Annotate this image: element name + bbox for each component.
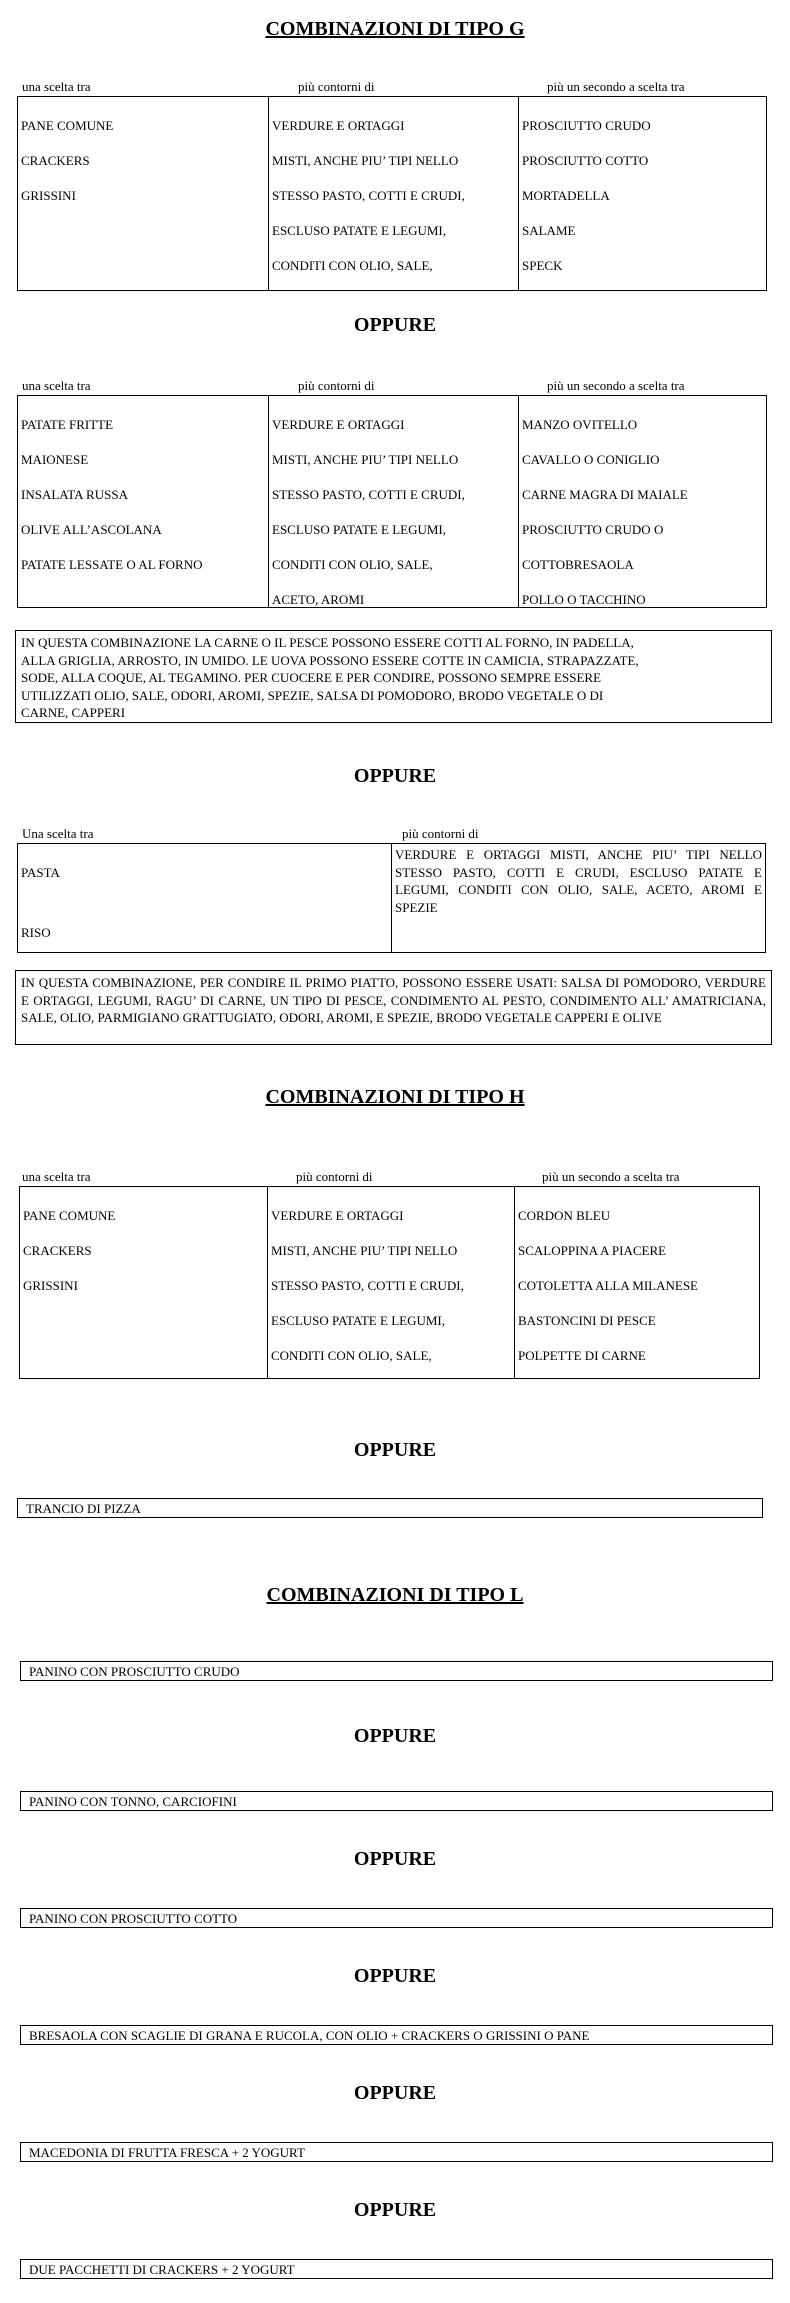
header-contorni: più contorni di bbox=[298, 378, 375, 393]
table-cell: CORDON BLEU SCALOPPINA A PIACERE COTOLETTA ALLA MILANESE BASTONCINI DI PESCE POLPETTE DI CARNE bbox=[514, 1187, 759, 1378]
item-l-1: PANINO CON PROSCIUTTO CRUDO bbox=[20, 1661, 773, 1681]
table-cell: MANZO OVITELLO CAVALLO O CONIGLIO CARNE MAGRA DI MAIALE PROSCIUTTO CRUDO O COTTOBRESAOLA POLLO O TACCHINO bbox=[518, 396, 766, 607]
header-scelta: Una scelta tra bbox=[22, 826, 94, 841]
title-tipo-l: COMBINAZIONI DI TIPO L bbox=[266, 1584, 524, 1606]
header-scelta: una scelta tra bbox=[22, 378, 91, 393]
item-trancio-pizza: TRANCIO DI PIZZA bbox=[17, 1498, 763, 1518]
item-l-4: BRESAOLA CON SCAGLIE DI GRANA E RUCOLA, CON OLIO + CRACKERS O GRISSINI O PANE bbox=[20, 2025, 773, 2045]
header-secondo: più un secondo a scelta tra bbox=[547, 79, 685, 94]
header-secondo: più un secondo a scelta tra bbox=[542, 1169, 680, 1184]
item-l-2: PANINO CON TONNO, CARCIOFINI bbox=[20, 1791, 773, 1811]
title-tipo-h: COMBINAZIONI DI TIPO H bbox=[265, 1086, 525, 1108]
table-g2 bbox=[17, 395, 767, 608]
note-g3: IN QUESTA COMBINAZIONE, PER CONDIRE IL PRIMO PIATTO, POSSONO ESSERE USATI: SALSA DI POMODORO, VERDURE E ORTAGGI, LEGUMI, RAGU’ DI CARNE, UN TIPO DI PESCE, CONDIMENTO AL PESTO, CONDIMENTO ALL’ AMATRICIANA, SALE, OLIO, PARMIGIANO GRATTUGIATO, ODORI, AROMI, E SPEZIE, BRODO VEGETALE CAPPERI E OLIVE bbox=[15, 970, 772, 1045]
oppure-label: OPPURE bbox=[353, 2082, 437, 2104]
table-cell: PANE COMUNE CRACKERS GRISSINI bbox=[21, 117, 114, 203]
title-tipo-g: COMBINAZIONI DI TIPO G bbox=[265, 18, 525, 40]
header-scelta: una scelta tra bbox=[22, 79, 91, 94]
oppure-label: OPPURE bbox=[353, 1965, 437, 1987]
table-cell: PANE COMUNE CRACKERS GRISSINI bbox=[23, 1207, 116, 1293]
table-cell: VERDURE E ORTAGGI MISTI, ANCHE PIU’ TIPI NELLO STESSO PASTO, COTTI E CRUDI, ESCLUSO PATATE E LEGUMI, CONDITI CON OLIO, SALE, bbox=[268, 97, 518, 290]
oppure-label: OPPURE bbox=[353, 314, 437, 336]
item-l-6: DUE PACCHETTI DI CRACKERS + 2 YOGURT bbox=[20, 2259, 773, 2279]
table-g1 bbox=[17, 96, 767, 291]
table-cell: VERDURE E ORTAGGI MISTI, ANCHE PIU’ TIPI NELLO STESSO PASTO, COTTI E CRUDI, ESCLUSO PATATE E LEGUMI, CONDITI CON OLIO, SALE, ACETO, AROMI bbox=[268, 396, 518, 607]
table-cell: PASTA RISO bbox=[21, 864, 60, 940]
oppure-label: OPPURE bbox=[353, 1439, 437, 1461]
table-cell: PATATE FRITTE MAIONESE INSALATA RUSSA OLIVE ALL’ASCOLANA PATATE LESSATE O AL FORNO bbox=[21, 416, 203, 572]
item-l-3: PANINO CON PROSCIUTTO COTTO bbox=[20, 1908, 773, 1928]
header-contorni: più contorni di bbox=[402, 826, 479, 841]
oppure-label: OPPURE bbox=[353, 1725, 437, 1747]
oppure-label: OPPURE bbox=[353, 2199, 437, 2221]
item-l-5: MACEDONIA DI FRUTTA FRESCA + 2 YOGURT bbox=[20, 2142, 773, 2162]
table-cell: PROSCIUTTO CRUDO PROSCIUTTO COTTO MORTADELLA SALAME SPECK bbox=[518, 97, 766, 290]
table-g3 bbox=[17, 843, 766, 953]
header-contorni: più contorni di bbox=[298, 79, 375, 94]
header-scelta: una scelta tra bbox=[22, 1169, 91, 1184]
oppure-label: OPPURE bbox=[353, 765, 437, 787]
header-contorni: più contorni di bbox=[296, 1169, 373, 1184]
header-secondo: più un secondo a scelta tra bbox=[547, 378, 685, 393]
table-cell: VERDURE E ORTAGGI MISTI, ANCHE PIU’ TIPI NELLO STESSO PASTO, COTTI E CRUDI, ESCLUSO PATATE E LEGUMI, CONDITI CON OLIO, SALE, bbox=[267, 1187, 514, 1378]
table-cell: VERDURE E ORTAGGI MISTI, ANCHE PIU’ TIPI NELLO STESSO PASTO, COTTI E CRUDI, ESCLUSO PATATE E LEGUMI, CONDITI CON OLIO, SALE, ACETO, AROMI E SPEZIE bbox=[391, 844, 765, 952]
table-h1 bbox=[19, 1186, 760, 1379]
oppure-label: OPPURE bbox=[353, 1848, 437, 1870]
note-g2: IN QUESTA COMBINAZIONE LA CARNE O IL PESCE POSSONO ESSERE COTTI AL FORNO, IN PADELLA, ALLA GRIGLIA, ARROSTO, IN UMIDO. LE UOVA POSSONO ESSERE COTTE IN CAMICIA, STRAPAZZATE, SODE, ALLA COQUE, AL TEGAMINO. PER CUOCERE E PER CONDIRE, POSSONO SEMPRE ESSERE UTILIZZATI OLIO, SALE, ODORI, AROMI, SPEZIE, SALSA DI POMODORO, BRODO VEGETALE O DI CARNE, CAPPERI bbox=[15, 630, 772, 723]
